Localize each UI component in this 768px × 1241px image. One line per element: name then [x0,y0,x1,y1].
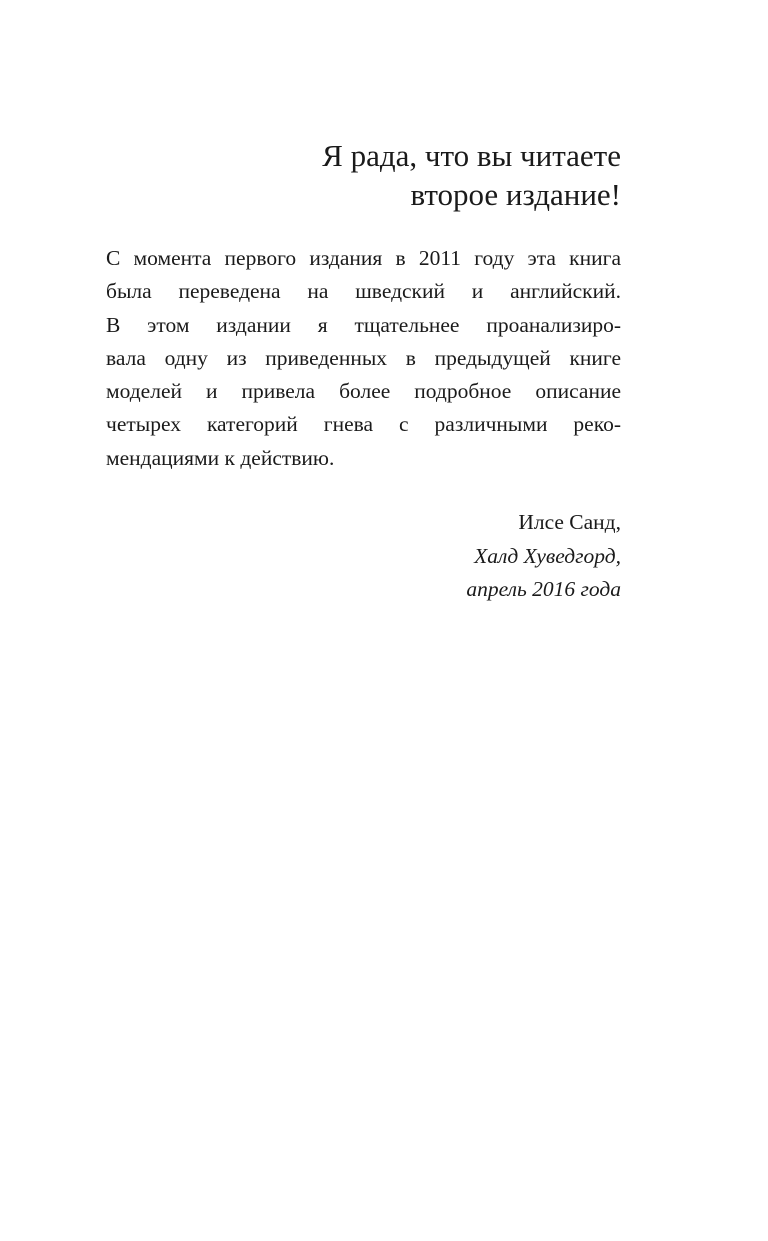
body-line: вала одну из приведенных в предыдущей книге [106,345,621,370]
body-line: В этом издании я тщательнее проанализиро- [106,312,621,337]
body-paragraph [106,242,621,475]
signature-date: апрель 2016 года [466,577,621,602]
signature-author: Илсе Санд, [518,510,621,535]
heading-line-1: Я рада, что вы читаете [322,138,621,173]
page [106,136,621,607]
signature-block [106,506,621,607]
body-line: С момента первого издания в 2011 году эта книга [106,246,621,270]
body-line: моделей и привела более подробное описание [106,379,621,404]
body-line: четырех категорий гнева с различными реко- [106,412,621,437]
signature-place: Халд Хуведгорд, [474,543,621,568]
page-heading [106,136,621,214]
body-line: мендациями к действию. [106,445,335,470]
body-line: была переведена на шведский и английский. [106,279,621,304]
heading-line-2: второе издание! [410,177,621,212]
